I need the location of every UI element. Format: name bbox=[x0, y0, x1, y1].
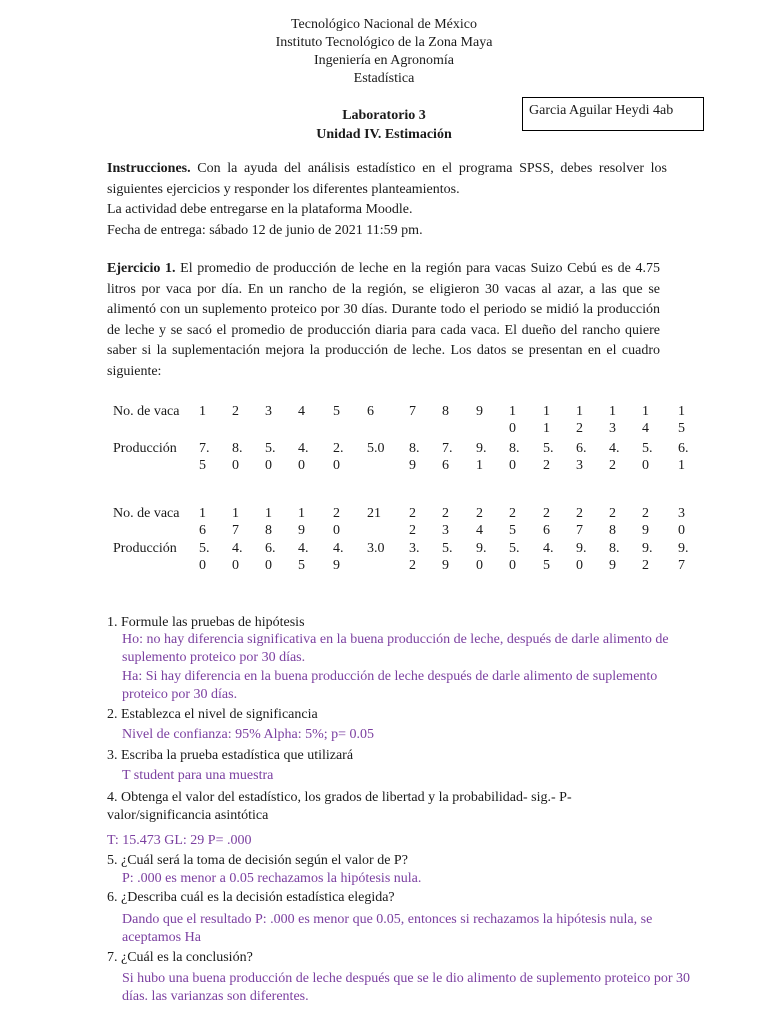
cow-number-cell: 22 bbox=[409, 506, 416, 538]
cow-number-cell: 26 bbox=[543, 506, 550, 538]
instructions-deadline: Fecha de entrega: sábado 12 de junio de 2021 11:59 pm. bbox=[107, 223, 423, 238]
row-label-cow-2: No. de vaca bbox=[113, 506, 180, 521]
production-cell: 4.0 bbox=[298, 441, 309, 473]
answer-5-1: P: .000 es menor a 0.05 rechazamos la hipótesis nula. bbox=[122, 871, 422, 886]
production-cell: 4.0 bbox=[232, 541, 243, 573]
production-cell: 4.5 bbox=[543, 541, 554, 573]
answer-1-1: Ho: no hay diferencia significativa en la buena producción de leche, después de darle alimento de suplemento proteico por 30 días. bbox=[122, 632, 669, 665]
course-line: Estadística bbox=[353, 71, 415, 86]
production-cell: 5.0 bbox=[199, 541, 210, 573]
exercise-paragraph bbox=[107, 259, 660, 382]
cow-number-cell: 28 bbox=[609, 506, 616, 538]
answer-4-1: T: 15.473 GL: 29 P= .000 bbox=[107, 833, 252, 848]
cow-number-cell: 23 bbox=[442, 506, 449, 538]
cow-number-cell: 5 bbox=[333, 404, 340, 419]
cow-number-cell: 8 bbox=[442, 404, 449, 419]
question-6: 6. ¿Describa cuál es la decisión estadística elegida? bbox=[107, 890, 395, 905]
student-name: Garcia Aguilar Heydi 4ab bbox=[529, 103, 674, 118]
cow-number-cell: 9 bbox=[476, 404, 483, 419]
instructions-moodle: La actividad debe entregarse en la plataforma Moodle. bbox=[107, 202, 413, 217]
program-line: Ingeniería en Agronomía bbox=[314, 53, 454, 68]
production-cell: 5.0 bbox=[642, 441, 653, 473]
production-cell: 9.2 bbox=[642, 541, 653, 573]
exercise-text: El promedio de producción de leche en la región para vacas Suizo Cebú es de 4.75 litros por vaca por día. En un rancho de la región, se eligieron 30 vacas al azar, a las que se alimentó con un suplemento proteico por 30 días. Durante todo el periodo se midió la producción de leche y se sacó el promedio de producción diaria para cada vaca. El dueño del rancho quiere saber si la suplementación mejora la producción de leche. Los datos se presentan en el cuadro siguiente: bbox=[107, 261, 660, 379]
exercise-label: Ejercicio 1. bbox=[107, 261, 176, 276]
cow-number-cell: 25 bbox=[509, 506, 516, 538]
cow-number-cell: 30 bbox=[678, 506, 685, 538]
document-header bbox=[0, 16, 768, 88]
production-cell: 5.0 bbox=[509, 541, 520, 573]
production-cell: 2.0 bbox=[333, 441, 344, 473]
cow-number-cell: 20 bbox=[333, 506, 340, 538]
instructions-text: Con la ayuda del análisis estadístico en el programa SPSS, debes resolver los siguientes ejercicios y responder los diferentes planteamientos. bbox=[107, 161, 667, 197]
cow-number-cell: 2 bbox=[232, 404, 239, 419]
question-2: 2. Establezca el nivel de significancia bbox=[107, 707, 318, 722]
cow-number-cell: 12 bbox=[576, 404, 583, 436]
production-cell: 4.2 bbox=[609, 441, 620, 473]
cow-number-cell: 6 bbox=[367, 404, 374, 419]
cow-number-cell: 24 bbox=[476, 506, 483, 538]
question-3: 3. Escriba la prueba estadística que utilizará bbox=[107, 748, 354, 763]
production-cell: 8.9 bbox=[409, 441, 420, 473]
production-cell: 5.0 bbox=[265, 441, 276, 473]
question-4: 4. Obtenga el valor del estadístico, los grados de libertad y la probabilidad- sig.- P-valor/significancia asintótica bbox=[107, 790, 572, 823]
production-cell: 5.9 bbox=[442, 541, 453, 573]
production-cell: 4.5 bbox=[298, 541, 309, 573]
answer-2-1: Nivel de confianza: 95% Alpha: 5%; p= 0.05 bbox=[122, 727, 375, 742]
cow-number-cell: 16 bbox=[199, 506, 206, 538]
row-label-cow-1: No. de vaca bbox=[113, 404, 180, 419]
lab-number: Laboratorio 3 bbox=[342, 108, 426, 123]
student-name-box bbox=[522, 97, 704, 131]
row-label-production-1: Producción bbox=[113, 441, 177, 456]
production-cell: 6.3 bbox=[576, 441, 587, 473]
production-cell: 6.1 bbox=[678, 441, 689, 473]
cow-number-cell: 15 bbox=[678, 404, 685, 436]
question-1: 1. Formule las pruebas de hipótesis bbox=[107, 615, 305, 630]
production-cell: 9.0 bbox=[476, 541, 487, 573]
production-cell: 9.0 bbox=[576, 541, 587, 573]
question-7: 7. ¿Cuál es la conclusión? bbox=[107, 950, 253, 965]
production-cell: 4.9 bbox=[333, 541, 344, 573]
cow-number-cell: 13 bbox=[609, 404, 616, 436]
cow-number-cell: 19 bbox=[298, 506, 305, 538]
production-cell: 7.6 bbox=[442, 441, 453, 473]
production-cell: 8.9 bbox=[609, 541, 620, 573]
cow-number-cell: 4 bbox=[298, 404, 305, 419]
production-cell: 5.0 bbox=[367, 441, 385, 456]
cow-number-cell: 1 bbox=[199, 404, 206, 419]
instructions-label: Instrucciones. bbox=[107, 161, 191, 176]
production-cell: 3.2 bbox=[409, 541, 420, 573]
production-cell: 8.0 bbox=[232, 441, 243, 473]
cow-number-cell: 29 bbox=[642, 506, 649, 538]
cow-number-cell: 14 bbox=[642, 404, 649, 436]
production-cell: 6.0 bbox=[265, 541, 276, 573]
cow-number-cell: 7 bbox=[409, 404, 416, 419]
institution-line-1: Tecnológico Nacional de México bbox=[290, 17, 477, 32]
answer-3-1: T student para una muestra bbox=[122, 768, 274, 783]
production-cell: 3.0 bbox=[367, 541, 385, 556]
cow-number-cell: 10 bbox=[509, 404, 516, 436]
answer-1-2: Ha: Si hay diferencia en la buena producción de leche después de darle alimento de suplemento proteico por 30 días. bbox=[122, 669, 658, 702]
cow-number-cell: 11 bbox=[543, 404, 550, 436]
cow-number-cell: 18 bbox=[265, 506, 272, 538]
cow-number-cell: 3 bbox=[265, 404, 272, 419]
instructions-paragraph bbox=[107, 159, 667, 200]
cow-number-cell: 27 bbox=[576, 506, 583, 538]
production-cell: 8.0 bbox=[509, 441, 520, 473]
production-cell: 9.1 bbox=[476, 441, 487, 473]
cow-number-cell: 17 bbox=[232, 506, 239, 538]
production-cell: 9.7 bbox=[678, 541, 689, 573]
answer-6-1: Dando que el resultado P: .000 es menor que 0.05, entonces si rechazamos la hipótesis nula, se aceptamos Ha bbox=[122, 912, 653, 945]
cow-number-cell: 21 bbox=[367, 506, 381, 521]
institution-line-2: Instituto Tecnológico de la Zona Maya bbox=[275, 35, 493, 50]
row-label-production-2: Producción bbox=[113, 541, 177, 556]
unit-title: Unidad IV. Estimación bbox=[316, 127, 452, 142]
question-5: 5. ¿Cuál será la toma de decisión según el valor de P? bbox=[107, 853, 408, 868]
answer-7-1: Si hubo una buena producción de leche después que se le dio alimento de suplemento proteico por 30 días. las varianzas son diferentes. bbox=[122, 971, 691, 1004]
production-cell: 5.2 bbox=[543, 441, 554, 473]
production-cell: 7.5 bbox=[199, 441, 210, 473]
